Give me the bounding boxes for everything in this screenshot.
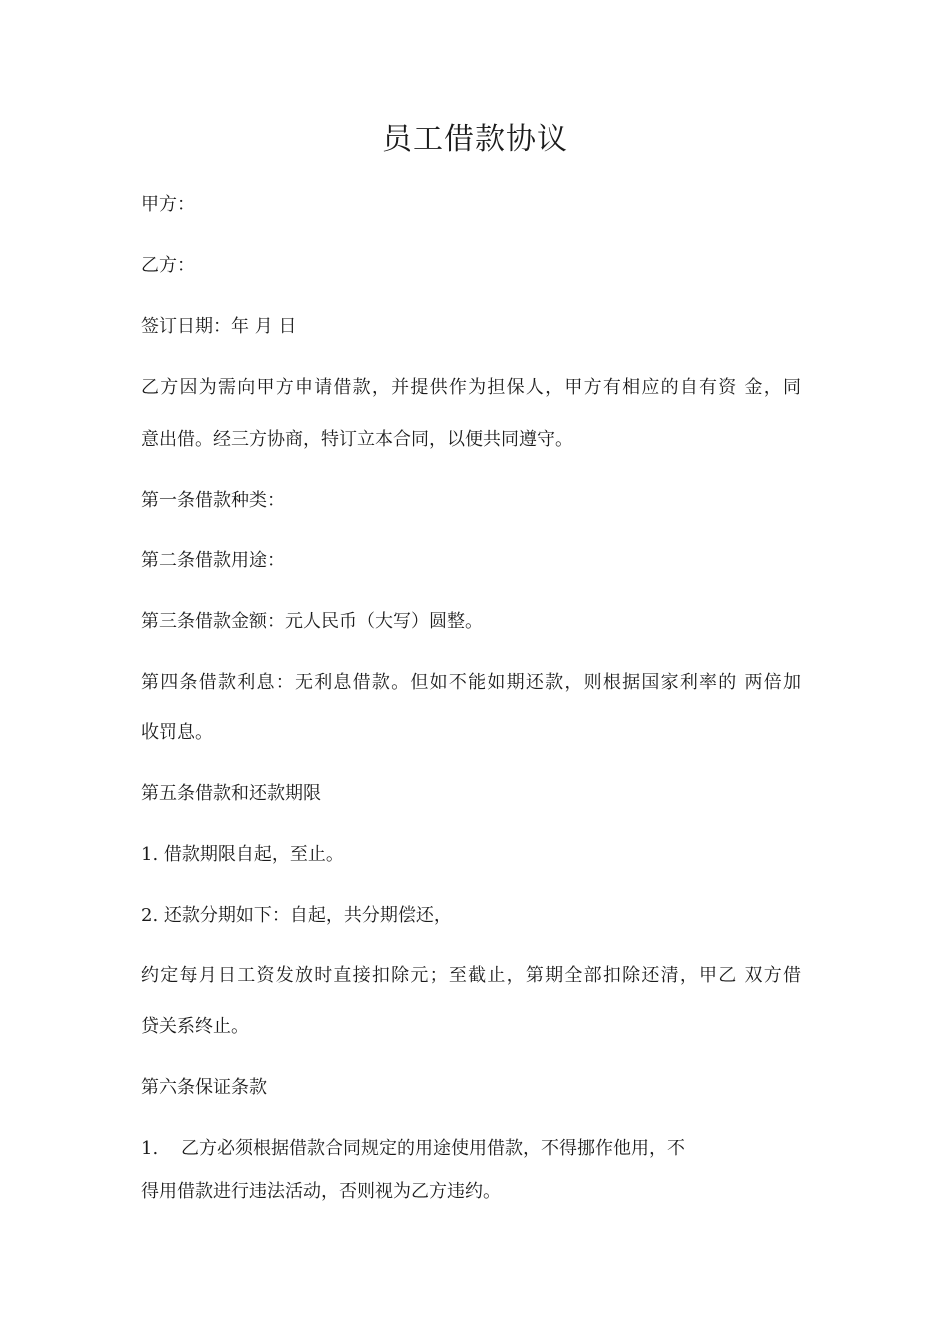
party-a-line: 甲方： <box>141 194 195 215</box>
article-5-detail-line-2: 贷关系终止。 <box>141 1016 249 1037</box>
article-5-detail-line-1: 约定每月日工资发放时直接扣除元；至截止，第期全部扣除还清，甲乙 双方借 <box>141 965 801 986</box>
preamble-line-1: 乙方因为需向甲方申请借款，并提供作为担保人，甲方有相应的自有资 金，同 <box>141 377 801 398</box>
article-6-item-1-line-2: 得用借款进行违法活动，否则视为乙方违约。 <box>141 1181 501 1202</box>
article-6-item-1-line-1: 1. 乙方必须根据借款合同规定的用途使用借款，不得挪作他用，不 <box>141 1138 686 1159</box>
article-5-item-2: 2. 还款分期如下：自起，共分期偿还， <box>141 905 452 926</box>
document-title: 员工借款协议 <box>382 122 568 157</box>
article-2-line: 第二条借款用途： <box>141 550 285 571</box>
article-4-line-2: 收罚息。 <box>141 722 213 743</box>
article-1-line: 第一条借款种类： <box>141 490 285 511</box>
preamble-line-2: 意出借。经三方协商，特订立本合同，以便共同遵守。 <box>141 429 573 450</box>
article-6-heading: 第六条保证条款 <box>141 1077 267 1098</box>
article-3-line: 第三条借款金额：元人民币（大写）圆整。 <box>141 611 483 632</box>
article-4-line-1: 第四条借款利息：无利息借款。但如不能如期还款，则根据国家利率的 两倍加 <box>141 672 801 693</box>
article-5-heading: 第五条借款和还款期限 <box>141 783 321 804</box>
article-5-item-1: 1. 借款期限自起，至止。 <box>141 844 344 865</box>
signing-date-line: 签订日期：年 月 日 <box>141 316 297 337</box>
party-b-line: 乙方： <box>141 255 195 276</box>
